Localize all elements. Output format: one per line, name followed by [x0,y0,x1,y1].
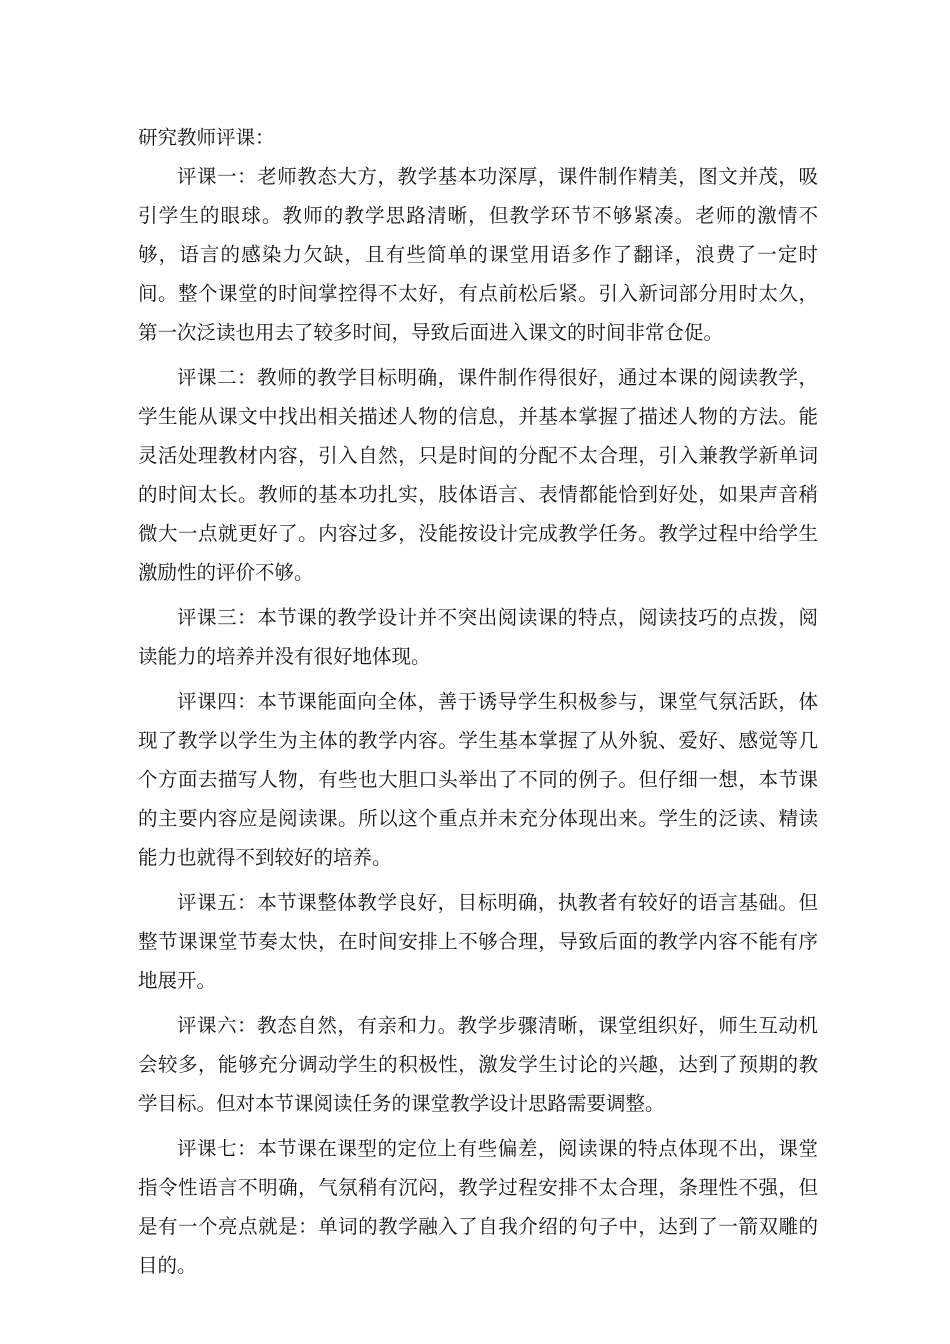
review-paragraph-2: 评课二：教师的教学目标明确，课件制作得很好，通过本课的阅读教学，学生能从课文中找出相关描述人物的信息，并基本掌握了描述人物的方法。能灵活处理教材内容，引入自然，只是时间的分配不太合理，引入兼教学新单词的时间太长。教师的基本功扎实，肢体语言、表情都能恰到好处，如果声音稍微大一点就更好了。内容过多，没能按设计完成教学任务。教学过程中给学生激励性的评价不够。 [138,366,818,584]
review-paragraph-6: 评课六：教态自然，有亲和力。教学步骤清晰，课堂组织好，师生互动机会较多，能够充分调动学生的积极性，激发学生讨论的兴趣，达到了预期的教学目标。但对本节课阅读任务的课堂教学设计思路需要调整。 [138,1014,818,1115]
review-paragraph-4: 评课四：本节课能面向全体，善于诱导学生积极参与，课堂气氛活跃，体现了教学以学生为主体的教学内容。学生基本掌握了从外貌、爱好、感觉等几个方面去描写人物，有些也大胆口头举出了不同的例子。但仔细一想，本节课的主要内容应是阅读课。所以这个重点并未充分体现出来。学生的泛读、精读能力也就得不到较好的培养。 [138,690,818,869]
review-paragraph-5: 评课五：本节课整体教学良好，目标明确，执教者有较好的语言基础。但整节课课堂节奏太快，在时间安排上不够合理，导致后面的教学内容不能有序地展开。 [138,891,818,992]
review-paragraph-7: 评课七：本节课在课型的定位上有些偏差，阅读课的特点体现不出，课堂指令性语言不明确，气氛稍有沉闷，教学过程安排不太合理，条理性不强，但是有一个亮点就是：单词的教学融入了自我介绍的句子中，达到了一箭双雕的目的。 [138,1137,818,1277]
review-paragraph-1: 评课一：老师教态大方，教学基本功深厚，课件制作精美，图文并茂，吸引学生的眼球。教师的教学思路清晰，但教学环节不够紧凑。老师的激情不够，语言的感染力欠缺，且有些简单的课堂用语多作了翻译，浪费了一定时间。整个课堂的时间掌控得不太好，有点前松后紧。引入新词部分用时太久，第一次泛读也用去了较多时间，导致后面进入课文的时间非常仓促。 [138,165,818,344]
document-title: 研究教师评课： [138,126,275,149]
document-body [138,118,818,1285]
review-paragraph-3: 评课三：本节课的教学设计并不突出阅读课的特点，阅读技巧的点拨，阅读能力的培养并没有很好地体现。 [138,606,818,668]
